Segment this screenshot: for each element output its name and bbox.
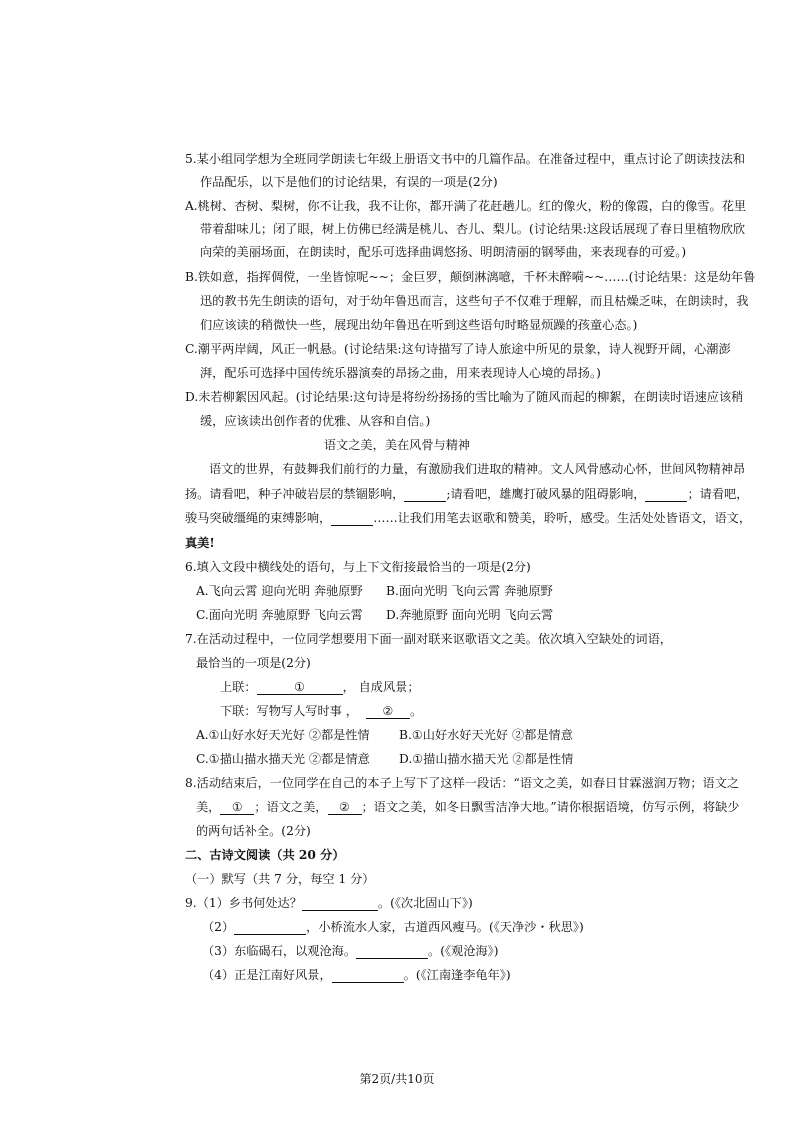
q8-line1: 8.活动结束后，一位同学在自己的本子上写下了这样一段话：“语文之美，如春日甘霖滋润万物；语文之 [185,776,740,790]
q9-item-1: 9.（1）乡书何处达？ 。(《次北固山下》) [185,896,473,910]
q6-stem: 6.填入文段中横线处的语句，与上下文衔接最恰当的一项是(2分) [185,560,531,574]
q7-option-a: A.①山好水好天光好 ②都是性情 [196,728,370,742]
q9-blank-1[interactable] [302,897,378,911]
q9-blank-3[interactable] [356,945,428,959]
q6-option-d: D.奔驰原野 面向光明 飞向云霄 [386,608,554,622]
q8-blank-1[interactable]: ① [220,801,254,815]
q5-option-d-line1: D.未若柳絮因风起。(讨论结果:这句诗是将纷纷扬扬的雪比喻为了随风而起的柳絮，在朗读时语速应该稍 [185,390,744,404]
q5-option-d-line2: 缓，应该读出创作者的优雅、从容和自信。) [200,414,431,428]
q7-option-c: C.①描山描水描天光 ②都是情意 [196,752,370,766]
q7-lower-couplet: 下联：写物写人写时事 ， ② 。 [220,704,423,718]
q7-stem-line1: 7.在活动过程中，一位同学想要用下面一副对联来讴歌语文之美。依次填入空缺处的词语， [185,632,672,646]
q9-blank-4[interactable] [332,969,404,983]
passage-line4: 真美! [185,536,215,550]
q5-option-c-line1: C.潮平两岸阔，风正一帆悬。(讨论结果:这句诗描写了诗人旅途中所见的景象，诗人视野开阔，心潮澎 [185,342,731,356]
q6-option-c: C.面向光明 奔驰原野 飞向云霄 [196,608,363,622]
q7-option-d: D.①描山描水描天光 ②都是性情 [399,752,574,766]
passage-line3: 骏马突破缰绳的束缚影响， ……让我们用笔去讴歌和赞美，聆听，感受。生活处处皆语文，语文， [185,511,752,525]
passage-blank-1[interactable] [404,488,446,502]
q9-item-4: （4）正是江南好风景， 。(《江南逢李龟年》) [202,968,511,982]
passage-blank-3[interactable] [331,512,373,526]
q7-blank-1[interactable]: ① [257,681,343,695]
page-number: 第2页/共10页 [359,1072,435,1086]
section2-subheading: （一）默写（共 7 分，每空 1 分） [185,872,375,886]
q5-option-b-line1: B.铁如意，指挥倜傥，一坐皆惊呢~~；金巨罗，颠倒淋漓噫，千杯未醉嗬~~……(讨论结果：这是幼年鲁 [185,270,756,284]
q6-option-b: B.面向光明 飞向云霄 奔驰原野 [386,584,553,598]
q7-stem-line2: 最恰当的一项是(2分) [196,656,311,670]
q5-option-b-line2: 迅的教书先生朗读的语句，对于幼年鲁迅而言，这些句子不仅难于理解，而且枯燥乏味，在朗读时，我 [200,294,749,308]
q5-option-b-line3: 们应该读的稍微快一些，展现出幼年鲁迅在听到这些语句时略显烦躁的孩童心态。) [200,318,638,332]
passage-line1: 语文的世界，有鼓舞我们前行的力量，有激励我们进取的精神。文人风骨感动心怀，世间风物精神昂 [209,462,746,476]
q8-line3: 的两句话补全。(2分) [196,824,311,838]
q8-line2: 美， ① ；语文之美， ② ；语文之美，如冬日飘雪洁净大地。”请你根据语境，仿写示例，将缺少 [196,800,740,814]
q7-option-b: B.①山好水好天光好 ②都是情意 [399,728,573,742]
q6-option-a: A.飞向云霄 迎向光明 奔驰原野 [196,584,363,598]
q7-blank-2[interactable]: ② [366,705,410,719]
q7-upper-couplet: 上联： ① ， 自成风景； [220,680,420,694]
q5-option-a-line1: A.桃树、杏树、梨树，你不让我，我不让你，都开满了花赶趟儿。红的像火，粉的像霞，白的像雪。花里 [185,199,747,213]
q5-stem-line2: 作品配乐，以下是他们的讨论结果，有误的一项是(2分) [200,175,498,189]
q9-blank-2[interactable] [234,921,306,935]
q5-stem-line1: 5.某小组同学想为全班同学朗读七年级上册语文书中的几篇作品。在准备过程中，重点讨论了朗读技法和 [185,152,746,166]
passage-title: 语文之美，美在风骨与精神 [323,438,471,452]
q9-item-2: （2） ，小桥流水人家，古道西风瘦马。(《天净沙・秋思》) [202,920,584,934]
q5-option-a-line3: 向荣的美丽场面，在朗读时，配乐可选择曲调悠扬、明朗清丽的钢琴曲，来表现春的可爱。) [200,245,687,259]
q8-blank-2[interactable]: ② [328,801,362,815]
q9-item-3: （3）东临碣石，以观沧海。 。(《观沧海》) [202,944,499,958]
q5-option-a-line2: 带着甜味儿；闭了眼，树上仿佛已经满是桃儿、杏儿、梨儿。(讨论结果:这段话展现了春日里植物欣欣 [200,222,746,236]
section2-heading: 二、古诗文阅读（共 20 分） [185,848,345,862]
q5-option-c-line2: 湃，配乐可选择中国传统乐器演奏的昂扬之曲，用来表现诗人心境的昂扬。) [200,366,601,380]
passage-blank-2[interactable] [645,488,687,502]
passage-line2: 扬。请看吧，种子冲破岩层的禁锢影响， ;请看吧，雄鹰打破风暴的阻碍影响， ；请看吧， [185,487,749,501]
